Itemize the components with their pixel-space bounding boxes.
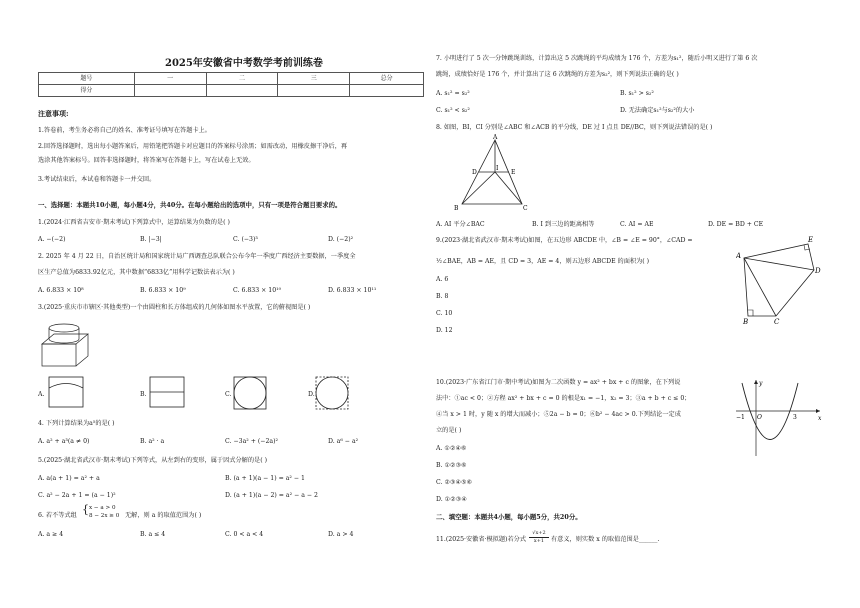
vertex-label: D	[815, 267, 821, 275]
vertex-label: B	[454, 205, 459, 212]
option-d[interactable]: D. DE = BD + CE	[708, 221, 764, 228]
score-table	[38, 72, 424, 97]
parabola-graph	[734, 378, 824, 460]
option-c[interactable]: C. s₁² < s₂²	[436, 107, 470, 114]
tick-label: −1	[736, 414, 745, 421]
option-d[interactable]: D. 12	[436, 327, 453, 334]
option-b[interactable]: B. a² · a	[140, 438, 165, 445]
option-a[interactable]: A. a ≥ 4	[38, 531, 64, 538]
option-a[interactable]: A. AI 平分∠BAC	[436, 221, 485, 228]
vertex-label: D	[472, 169, 477, 176]
option-c[interactable]: C. −3a² + (−2a)²	[225, 438, 278, 445]
question-stem-tail: 有意义，则实数 x 的取值范围是______.	[551, 536, 660, 543]
option-a[interactable]: A. 6	[436, 276, 449, 283]
option-b-figure	[149, 376, 185, 408]
question-stem: 4. 下列计算结果为a⁵的是( )	[38, 420, 115, 427]
question-stem: 区生产总值为6833.92亿元，其中数据“6833亿”用科学记数法表示为( )	[38, 269, 235, 276]
vertex-label: A	[493, 134, 498, 141]
option-b[interactable]: B. I 到三边的距离相等	[532, 221, 595, 228]
score-cell: 二	[206, 73, 278, 85]
option-a[interactable]: A. ①②④⑥	[436, 445, 467, 452]
score-cell: 三	[278, 73, 350, 85]
option-b[interactable]: B. |−3|	[140, 236, 162, 243]
vertex-label: E	[808, 236, 814, 244]
option-b[interactable]: B. ①②③⑥	[436, 462, 467, 469]
section-heading: 二、填空题：本题共4小题，每小题5分，共20分。	[436, 513, 582, 521]
solid-figure-diagram	[40, 318, 92, 370]
question-stem: 7. 小明进行了 5 次一分钟跳绳训练，计算出这 5 次跳绳的平均成绩为 176 个，方差为s₁²，随后小明又进行了第 6 次	[436, 55, 758, 62]
question-stem: ½∠BAE，AB = AE，且 CD = 3，AE = 4，则五边形 ABCDE 的面积为( )	[436, 258, 650, 265]
axis-label: x	[818, 415, 822, 422]
option-d[interactable]: D. a > 4	[328, 531, 354, 538]
option-d[interactable]: D. a⁶ − a²	[328, 438, 359, 445]
option-c[interactable]: C. 6.833 × 10¹⁰	[233, 287, 282, 294]
question-stem: 9.(2023·湖北省武汉市·期末考试)如图，在五边形 ABCDE 中，∠B = ∠E = 90°，∠CAD =	[436, 237, 693, 244]
option-c-figure	[233, 376, 267, 410]
notice-heading: 注意事项:	[38, 109, 69, 118]
option-a-figure	[48, 376, 84, 408]
option-b[interactable]: B.	[140, 391, 147, 398]
vertex-label: B	[743, 318, 749, 326]
question-stem: 5.(2025·湖北省武汉市·期末考试)下列等式，从左到右的变形，属于因式分解的是( )	[38, 457, 268, 464]
notice-item: 2.回答选择题时，选出每小题答案后，用铅笔把答题卡对应题目的答案标号涂黑；如需改动，用橡皮擦干净后，再	[38, 143, 348, 150]
notice-item: 选涂其他答案标号。回答非选择题时，将答案写在答题卡上，写在试卷上无效。	[38, 157, 255, 164]
question-stem: 1.(2024·江西省吉安市·期末考试)下列算式中，运算结果为负数的是( )	[38, 219, 230, 226]
option-c[interactable]: C. (−3)³	[233, 236, 258, 243]
option-b[interactable]: B. 6.833 × 10⁹	[140, 287, 186, 294]
option-d[interactable]: D. 6.833 × 10¹¹	[328, 287, 377, 294]
option-d-figure	[315, 376, 349, 410]
option-d[interactable]: D. 无法确定s₁²与s₂²的大小	[620, 107, 695, 114]
axis-label: y	[759, 380, 763, 387]
pentagon-diagram	[736, 234, 822, 326]
vertex-label: C	[523, 205, 528, 212]
option-c[interactable]: C. a² − 2a + 1 = (a − 1)²	[38, 492, 116, 499]
question-stem: 立的是( )	[436, 427, 462, 434]
option-d[interactable]: D. ①②③④	[436, 496, 467, 503]
question-stem: 11.(2025·安徽省·模拟题)若分式	[436, 536, 527, 543]
question-stem: ④当 x > 1 时，y 随 x 的增大而减小；⑤2a − b = 0；⑥b² − 4ac > 0.下列结论一定成	[436, 411, 681, 418]
score-cell: 得分	[39, 85, 135, 97]
option-b[interactable]: B. 8	[436, 293, 449, 300]
option-b[interactable]: B. s₁² > s₂²	[620, 90, 654, 97]
score-cell[interactable]	[278, 85, 350, 97]
option-d[interactable]: D. (−2)²	[328, 236, 354, 243]
inequality-1: x − a > 0	[89, 505, 116, 511]
question-stem: 法中：①ac < 0；②方程 ax² + bx + c = 0 的根是x₁ = −1，x₂ = 3；③a + b + c ≤ 0；	[436, 395, 691, 402]
option-a[interactable]: A. s₁² = s₂²	[436, 90, 470, 97]
option-c[interactable]: C. ②③④⑤⑥	[436, 479, 473, 486]
score-cell[interactable]	[134, 85, 206, 97]
question-stem: 跳绳，成绩恰好是 176 个，并计算出了这 6 次跳绳的方差为s₂²，则下列说法正确的是( )	[436, 71, 679, 78]
system-brace: {	[82, 503, 89, 516]
question-stem-tail: 无解，则 a 的取值范围为( )	[125, 512, 202, 519]
question-stem: 8. 如图，BI，CI 分别是∠ABC 和∠ACB 的平分线，DE 过 I 点且 DE//BC，则下列说法错误的是( )	[436, 124, 713, 131]
score-cell: 题号	[39, 73, 135, 85]
option-a[interactable]: A. a² + a³(a ≠ 0)	[38, 438, 90, 445]
notice-item: 1.答卷前，考生务必将自己的姓名、准考证号填写在答题卡上。	[38, 127, 211, 134]
question-stem: 6. 若不等式组	[38, 512, 77, 519]
exam-title: 2025年安徽省中考数学考前训练卷	[165, 58, 323, 69]
option-c[interactable]: C. AI = AE	[620, 221, 654, 228]
inequality-2: 8 − 2x ≥ 0	[89, 513, 120, 519]
section-heading: 一、选择题：本题共10小题，每小题4分，共40分。在每小题给出的选项中，只有一项是符合题目要求的。	[38, 201, 342, 209]
tick-label: 3	[793, 414, 797, 421]
question-stem: 10.(2023·广东省江门市·期中考试)如图为二次函数 y = ax² + bx + c 的图象，在下列说	[436, 379, 681, 386]
question-stem: 2. 2025 年 4 月 22 日，自治区统计局和国家统计局广西调查总队联合公布今年一季度广西经济主要数据，一季度全	[38, 253, 356, 260]
vertex-label: C	[774, 318, 780, 326]
score-table-row	[39, 73, 424, 85]
score-cell[interactable]	[350, 85, 424, 97]
vertex-label: E	[511, 169, 516, 176]
score-cell[interactable]	[206, 85, 278, 97]
axis-label: O	[757, 414, 762, 421]
option-d[interactable]: D.	[308, 391, 315, 398]
option-a[interactable]: A. 6.833 × 10⁸	[38, 287, 84, 294]
option-d[interactable]: D. (a + 1)(a − 2) = a² − a − 2	[225, 492, 318, 499]
option-a[interactable]: A. a(a + 1) = a² + a	[38, 475, 100, 482]
notice-item: 3.考试结束后，本试卷和答题卡一并交回。	[38, 176, 156, 183]
option-c[interactable]: C. 0 < a < 4	[225, 531, 264, 538]
vertex-label: I	[496, 165, 499, 172]
score-cell: 一	[134, 73, 206, 85]
fraction-denominator: x+1	[533, 538, 545, 544]
option-b[interactable]: B. a ≤ 4	[140, 531, 166, 538]
score-cell: 总分	[350, 73, 424, 85]
option-c[interactable]: C.	[225, 391, 232, 398]
vertex-label: A	[736, 252, 742, 260]
score-table-row	[39, 85, 424, 97]
option-a[interactable]: A. −(−2)	[38, 236, 66, 243]
triangle-diagram	[450, 134, 530, 214]
option-b[interactable]: B. (a + 1)(a − 1) = a² − 1	[225, 475, 305, 482]
option-a[interactable]: A.	[38, 391, 45, 398]
fraction-numerator: √x+2	[532, 530, 546, 536]
option-c[interactable]: C. 10	[436, 310, 453, 317]
question-stem: 3.(2025·重庆市市辖区·其他类型)一个由圆柱和长方体组成的几何体如图水平放置，它的俯视图是( )	[38, 304, 311, 311]
